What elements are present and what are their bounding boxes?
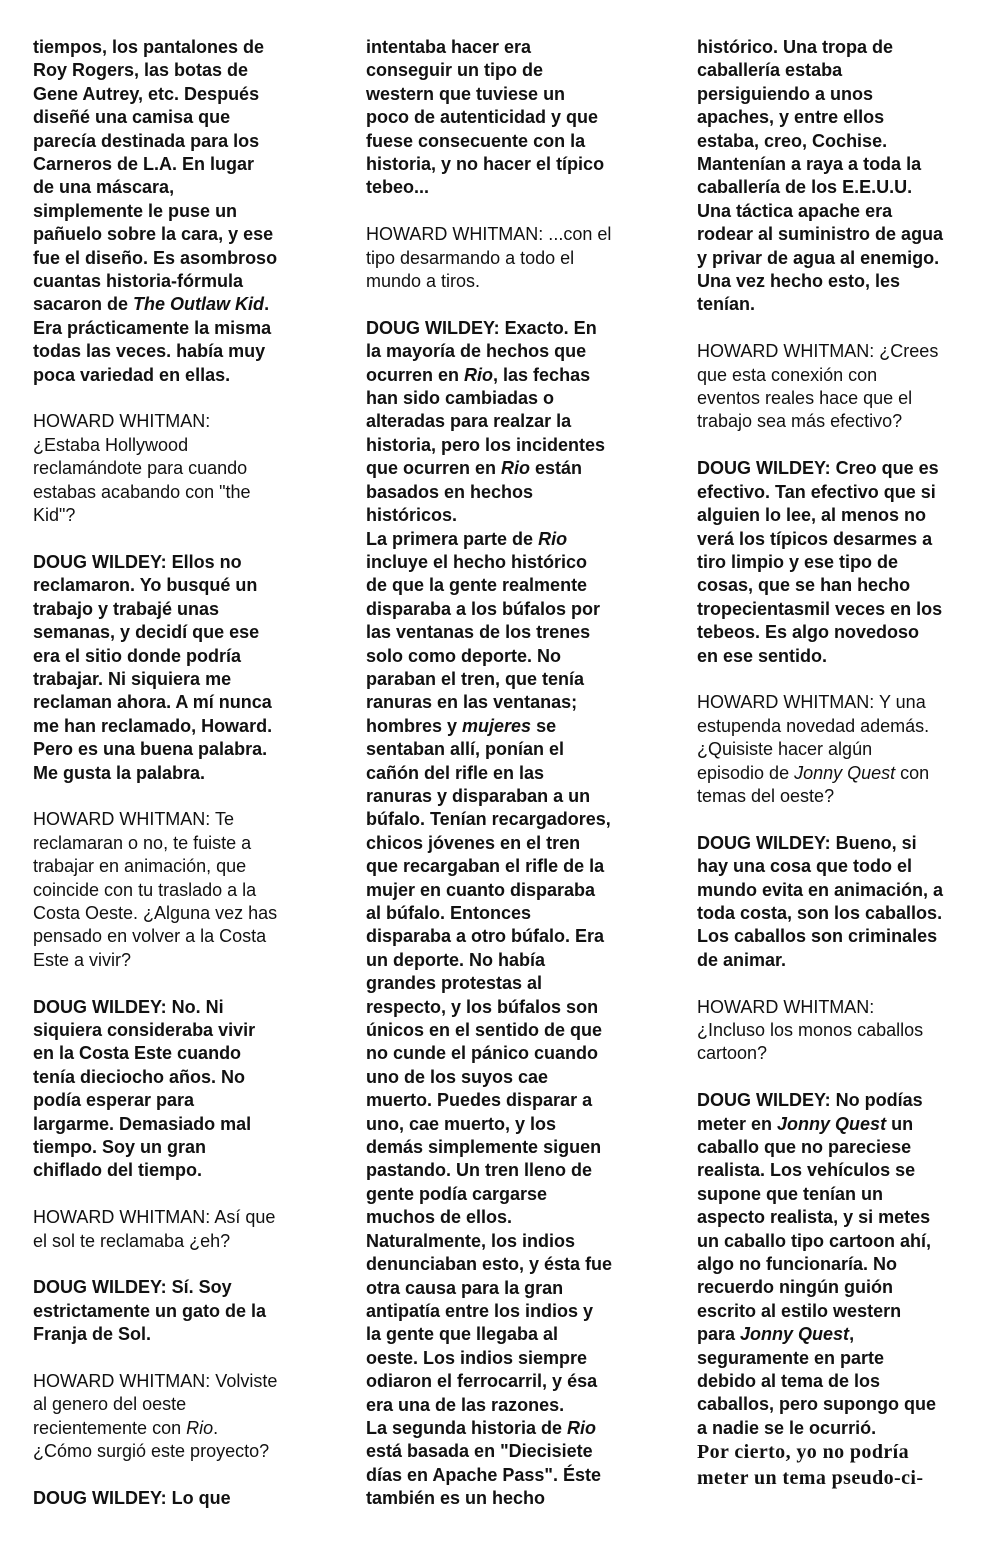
text-run: HOWARD WHITMAN: Y una estupenda novedad además. ¿Quisiste hacer algún episodio de bbox=[697, 692, 930, 783]
answer-paragraph bbox=[33, 1276, 313, 1346]
question-paragraph bbox=[366, 223, 646, 293]
answer-paragraph bbox=[33, 996, 313, 1183]
text-run: HOWARD WHITMAN: Volviste al genero del oeste recientemente con bbox=[33, 1371, 278, 1438]
text-run: Por cierto, yo no podría meter un tema pseudo-ci- bbox=[697, 1441, 924, 1489]
text-run: DOUG WILDEY: Exacto. En la mayoría de hechos que ocurren en bbox=[366, 317, 597, 385]
text-run: tiempos, los pantalones de Roy Rogers, las botas de Gene Autrey, etc. Después diseñé una camisa que parecía destinada para los Carneros de L.A. En lugar de una máscara, simplemente le puse un pañuelo sobre la cara, y ese fue el diseño. Es asombroso cuantas historia-fórmula sacaron de bbox=[33, 37, 278, 315]
answer-paragraph bbox=[697, 1089, 977, 1440]
answer-paragraph bbox=[366, 528, 646, 1417]
text-run: se sentaban allí, ponían el cañón del rifle en las ranuras y disparaban a un búfalo. Tenían recargadores, chicos jóvenes en el tren que recargaban el rifle de la mujer en cuanto disparaba al búfalo. Entonces disparaba a otro búfalo. Era un deporte. No había grandes protestas al respecto, y los búfalos son únicos en el sentido de que no cunde el pánico cuando uno de los suyos cae muerto. Puedes disparar a uno, cae muerto, y los demás simplemente siguen pastando. Un tren lleno de gente podía cargarse muchos de ellos. Naturalmente, los indios denunciaban esto, y ésta fue otra causa para la gran antipatía entre los indios y la gente que llegaba al oeste. Los indios siempre odiaron el ferrocarril, y ésa era una de las razones. bbox=[366, 715, 613, 1415]
text-column-3 bbox=[697, 36, 977, 1515]
italic-title: mujeres bbox=[462, 715, 532, 736]
answer-paragraph bbox=[33, 36, 313, 387]
text-run: , seguramente en parte debido al tema de los caballos, pero supongo que a nadie se le ocurrió. bbox=[697, 1324, 937, 1438]
text-run: . Era prácticamente la misma todas las veces. había muy poca variedad en ellas. bbox=[33, 294, 272, 385]
question-paragraph bbox=[33, 1370, 313, 1464]
italic-title: Rio bbox=[538, 528, 568, 549]
text-run: histórico. Una tropa de caballería estaba persiguiendo a unos apaches, y entre ellos estaba, creo, Cochise. Mantenían a raya a toda la caballería de los E.E.U.U. Una táctica apache era rodear al suministro de agua y privar de agua al enemigo. Una vez hecho esto, les tenían. bbox=[697, 37, 944, 315]
italic-title: Jonny Quest bbox=[777, 1113, 887, 1134]
question-paragraph bbox=[697, 996, 977, 1066]
italic-title: Rio bbox=[501, 458, 531, 479]
answer-paragraph bbox=[33, 1487, 313, 1510]
question-paragraph bbox=[33, 410, 313, 527]
text-run: están basados en hechos históricos. bbox=[366, 458, 583, 526]
italic-title: The Outlaw Kid bbox=[133, 294, 265, 315]
serif-paragraph bbox=[697, 1440, 977, 1491]
text-run: , las fechas han sido cambiadas o alteradas para realzar la historia, pero los incidentes que ocurren en bbox=[366, 364, 606, 479]
text-run: está basada en "Diecisiete días en Apache Pass". Éste también es un hecho bbox=[366, 1441, 601, 1509]
text-run: DOUG WILDEY: Creo que es efectivo. Tan efectivo que si alguien lo lee, al menos no verá los típicos desarmes a tiro limpio y ese tipo de cosas, que se han hecho tropecientasmil veces en los tebeos. Es algo novedoso en ese sentido. bbox=[697, 458, 943, 666]
italic-title: Rio bbox=[567, 1417, 597, 1438]
text-run: HOWARD WHITMAN: ¿Crees que esta conexión con eventos reales hace que el trabajo sea más efectivo? bbox=[697, 341, 939, 432]
text-run: intentaba hacer era conseguir un tipo de western que tuviese un poco de autenticidad y que fuese consecuente con la historia, y no hacer el típico tebeo... bbox=[366, 37, 605, 198]
text-run: . ¿Cómo surgió este proyecto? bbox=[33, 1417, 270, 1462]
text-run: incluye el hecho histórico de que la gente realmente disparaba a los búfalos por las ventanas de los trenes solo como deporte. No paraban el tren, que tenía ranuras en las ventanas; hombres y bbox=[366, 551, 601, 736]
text-run: HOWARD WHITMAN: ...con el tipo desarmando a todo el mundo a tiros. bbox=[366, 224, 612, 292]
answer-paragraph bbox=[366, 317, 646, 528]
italic-title: Rio bbox=[464, 364, 494, 385]
text-run: HOWARD WHITMAN: ¿Incluso los monos caballos cartoon? bbox=[697, 996, 924, 1064]
text-run: DOUG WILDEY: No. Ni siquiera consideraba vivir en la Costa Este cuando tenía dieciocho años. No podía esperar para largarme. Demasiado mal tiempo. Soy un gran chiflado del tiempo. bbox=[33, 996, 256, 1181]
text-column-2 bbox=[366, 36, 646, 1534]
question-paragraph bbox=[33, 808, 313, 972]
question-paragraph bbox=[697, 340, 977, 434]
text-column-1 bbox=[33, 36, 313, 1534]
text-run: DOUG WILDEY: Ellos no reclamaron. Yo busqué un trabajo y trabajé unas semanas, y decidí que ese era el sitio donde podría trabajar. Ni siquiera me reclaman ahora. A mí nunca me han reclamado, Howard. Pero es una buena palabra. Me gusta la palabra. bbox=[33, 551, 273, 783]
answer-paragraph bbox=[366, 1417, 646, 1511]
text-run: La primera parte de bbox=[366, 528, 539, 549]
text-run: DOUG WILDEY: Sí. Soy estrictamente un gato de la Franja de Sol. bbox=[33, 1277, 267, 1345]
text-run: HOWARD WHITMAN: Así que el sol te reclamaba ¿eh? bbox=[33, 1207, 276, 1251]
italic-title: Rio bbox=[186, 1417, 214, 1438]
question-paragraph bbox=[33, 1206, 313, 1253]
text-run: con temas del oeste? bbox=[697, 762, 930, 806]
answer-paragraph bbox=[366, 36, 646, 200]
text-run: La segunda historia de bbox=[366, 1417, 568, 1438]
answer-paragraph bbox=[33, 551, 313, 785]
answer-paragraph bbox=[697, 457, 977, 668]
question-paragraph bbox=[697, 691, 977, 808]
answer-paragraph bbox=[697, 36, 977, 317]
text-run: HOWARD WHITMAN: ¿Estaba Hollywood reclamándote para cuando estabas acabando con "the Kid"? bbox=[33, 411, 251, 526]
text-run: un caballo que no pareciese realista. Los vehículos se supone que tenían un aspecto realista, y si metes un caballo tipo cartoon ahí, algo no funcionaría. No recuerdo ningún guión escrito al estilo western para bbox=[697, 1113, 932, 1345]
text-run: DOUG WILDEY: Bueno, si hay una cosa que todo el mundo evita en animación, a toda costa, son los caballos. Los caballos son criminales de animar. bbox=[697, 832, 944, 970]
text-run: DOUG WILDEY: No podías meter en bbox=[697, 1090, 923, 1134]
text-run: HOWARD WHITMAN: Te reclamaran o no, te fuiste a trabajar en animación, que coincide con tu traslado a la Costa Oeste. ¿Alguna vez has pensado en volver a la Costa Este a vivir? bbox=[33, 809, 278, 970]
text-run: DOUG WILDEY: Lo que bbox=[33, 1488, 231, 1509]
italic-title: Jonny Quest bbox=[740, 1324, 850, 1345]
answer-paragraph bbox=[697, 832, 977, 972]
italic-title: Jonny Quest bbox=[794, 762, 896, 783]
